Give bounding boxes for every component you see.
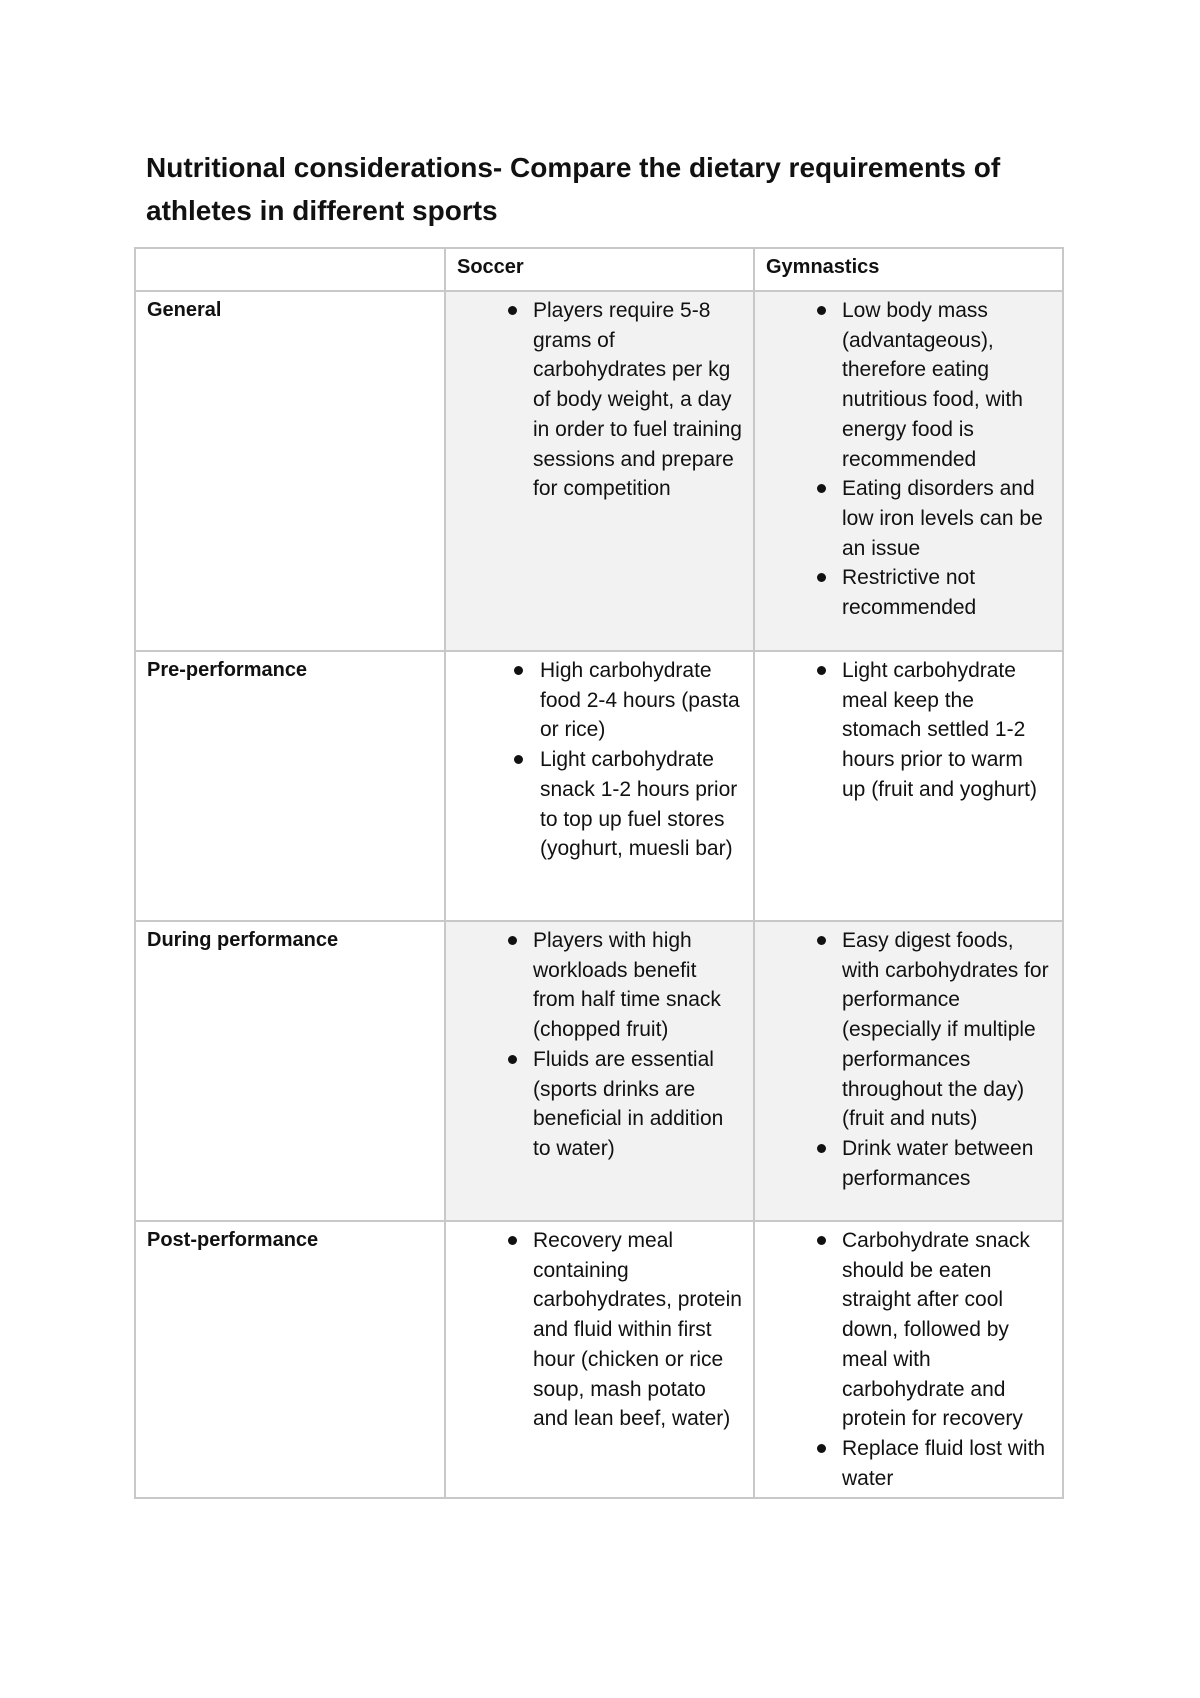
cell-soccer-during-performance <box>445 921 754 1221</box>
cell-soccer-general <box>445 291 754 651</box>
diet-comparison-table <box>134 247 1064 1499</box>
header-cell-soccer: Soccer <box>445 248 754 291</box>
cell-gymnastics-during-performance <box>754 921 1063 1221</box>
list-item: Players require 5-8 grams of carbohydrates per kg of body weight, a day in order to fuel training sessions and prepare for competition <box>457 296 743 504</box>
bullet-list <box>766 296 1052 623</box>
bullet-list <box>457 656 743 864</box>
page-title: Nutritional considerations- Compare the dietary requirements of athletes in different sports <box>146 152 1001 226</box>
bullet-list <box>457 296 743 504</box>
list-item: Replace fluid lost with water <box>766 1434 1052 1493</box>
list-item: Light carbohydrate snack 1-2 hours prior to top up fuel stores (yoghurt, muesli bar) <box>457 745 743 864</box>
list-item: High carbohydrate food 2-4 hours (pasta or rice) <box>457 656 743 745</box>
cell-gymnastics-post-performance <box>754 1221 1063 1498</box>
row-label-during-performance: During performance <box>135 921 445 1221</box>
header-cell-gymnastics: Gymnastics <box>754 248 1063 291</box>
list-item: Restrictive not recommended <box>766 563 1052 622</box>
table-row-post-performance <box>135 1221 1063 1498</box>
list-item: Eating disorders and low iron levels can be an issue <box>766 474 1052 563</box>
list-item: Players with high workloads benefit from half time snack (chopped fruit) <box>457 926 743 1045</box>
row-label-general: General <box>135 291 445 651</box>
table-header-row <box>135 248 1063 291</box>
list-item: Drink water between performances <box>766 1134 1052 1193</box>
cell-gymnastics-general <box>754 291 1063 651</box>
list-item: Recovery meal containing carbohydrates, protein and fluid within first hour (chicken or rice soup, mash potato and lean beef, water) <box>457 1226 743 1434</box>
cell-soccer-post-performance <box>445 1221 754 1498</box>
list-item: Carbohydrate snack should be eaten straight after cool down, followed by meal with carbohydrate and protein for recovery <box>766 1226 1052 1434</box>
table-row-pre-performance <box>135 651 1063 921</box>
row-label-pre-performance: Pre-performance <box>135 651 445 921</box>
header-cell-empty <box>135 248 445 291</box>
cell-soccer-pre-performance <box>445 651 754 921</box>
table-row-during-performance <box>135 921 1063 1221</box>
list-item: Easy digest foods, with carbohydrates for performance (especially if multiple performances throughout the day) (fruit and nuts) <box>766 926 1052 1134</box>
bullet-list <box>457 1226 743 1434</box>
row-label-post-performance: Post-performance <box>135 1221 445 1498</box>
bullet-list <box>766 926 1052 1193</box>
bullet-list <box>766 656 1052 805</box>
list-item: Low body mass (advantageous), therefore eating nutritious food, with energy food is recommended <box>766 296 1052 474</box>
table-row-general <box>135 291 1063 651</box>
bullet-list <box>457 926 743 1164</box>
cell-gymnastics-pre-performance <box>754 651 1063 921</box>
list-item: Fluids are essential (sports drinks are beneficial in addition to water) <box>457 1045 743 1164</box>
bullet-list <box>766 1226 1052 1493</box>
list-item: Light carbohydrate meal keep the stomach settled 1-2 hours prior to warm up (fruit and yoghurt) <box>766 656 1052 805</box>
